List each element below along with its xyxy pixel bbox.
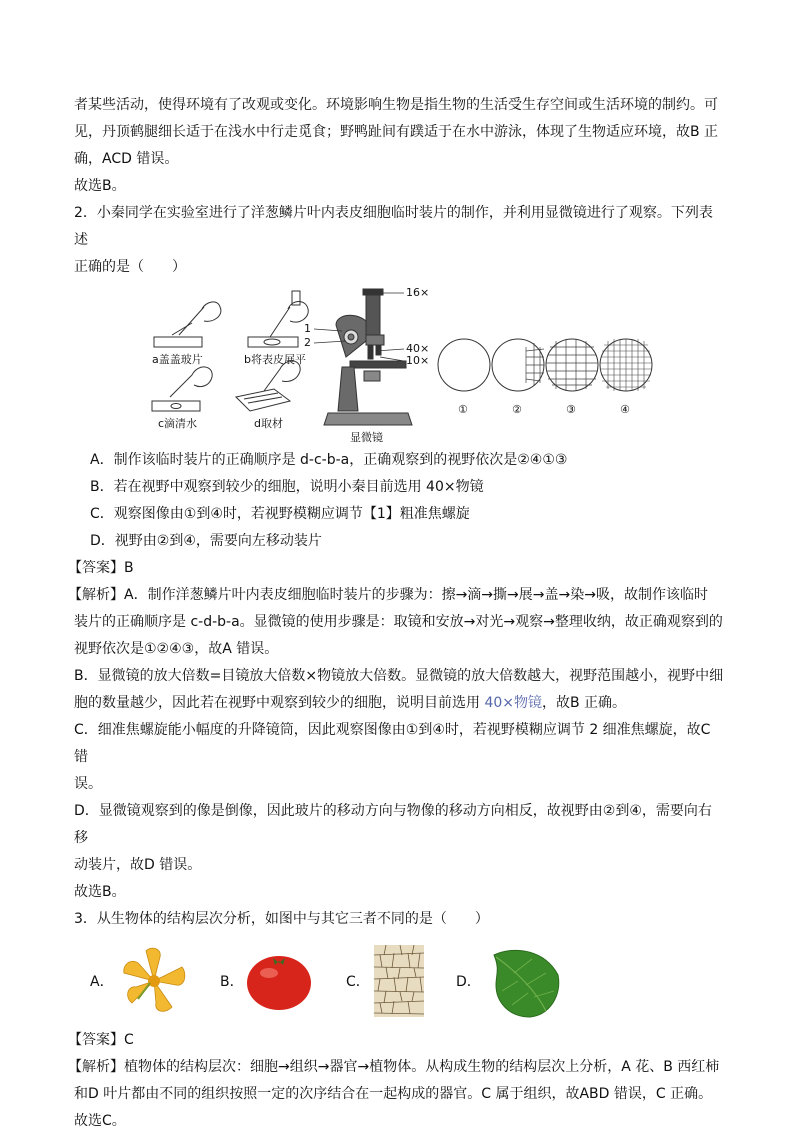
q2-option-b: B．若在视野中观察到较少的细胞，说明小秦目前选用 40×物镜 bbox=[90, 479, 484, 495]
tomato-image bbox=[247, 956, 311, 1010]
step-c-label: c滴清水 bbox=[158, 417, 198, 430]
leaf-image bbox=[494, 950, 559, 1017]
q2-answer-value: B bbox=[124, 560, 134, 576]
part-2-label: 2 bbox=[304, 336, 311, 349]
intro-line-1: 者某些活动，使得环境有了改观或变化。环境影响生物是指生物的生活受生存空间或生活环境的制约。可 bbox=[74, 97, 718, 113]
microscope-caption: 显微镜 bbox=[350, 431, 383, 444]
q3-answer-value: C bbox=[124, 1032, 134, 1048]
q2-analysis-b-2-post: ，故B 正确。 bbox=[542, 695, 627, 711]
intro-line-2: 见，丹顶鹤腿细长适于在浅水中行走觅食；野鸭趾间有蹼适于在水中游泳，体现了生物适应环境，故B 正 bbox=[74, 124, 719, 140]
q3-option-c-label: C． bbox=[346, 974, 370, 990]
q2-analysis-b-1: B．显微镜的放大倍数=目镜放大倍数×物镜放大倍数。显微镜的放大倍数越大，视野范围越小，视野中细 bbox=[74, 668, 724, 684]
q3-stem: 3．从生物体的结构层次分析，如图中与其它三者不同的是（ ） bbox=[74, 911, 489, 927]
q2-option-c: C．观察图像由①到④时，若视野模糊应调节【1】粗准焦螺旋 bbox=[90, 506, 470, 522]
q3-figure-drawing bbox=[74, 941, 724, 1023]
q3-answer-tag: 【答案】 bbox=[68, 1032, 124, 1048]
part-1-label: 1 bbox=[304, 322, 311, 335]
q3-answer-line bbox=[68, 1027, 724, 1054]
q2-analysis-c-2: 误。 bbox=[74, 776, 102, 792]
q3-choice: 故选C。 bbox=[74, 1113, 126, 1129]
microscope-illustration bbox=[324, 289, 412, 425]
step-c-illustration bbox=[152, 367, 212, 411]
q2-analysis-a-2: 装片的正确顺序是 c-d-b-a。显微镜的使用步骤是：取镜和安放→对光→观察→整理收纳，故正确观察到的 bbox=[74, 614, 723, 630]
q2-analysis-a-1 bbox=[68, 582, 724, 609]
q2-analysis-d-1: D．显微镜观察到的像是倒像，因此玻片的移动方向与物像的移动方向相反，故视野由②到④，需要向右移 bbox=[74, 803, 712, 846]
flower-image bbox=[124, 948, 185, 1011]
step-d-illustration bbox=[236, 361, 300, 411]
q2-choice: 故选B。 bbox=[74, 884, 126, 900]
q2-option-a: A．制作该临时装片的正确顺序是 d-c-b-a，正确观察到的视野依次是②④①③ bbox=[90, 452, 568, 468]
intro-line-3: 确，ACD 错误。 bbox=[74, 151, 179, 167]
step-d-label: d取材 bbox=[254, 417, 283, 430]
q3-analysis-2: 和D 叶片都由不同的组织按照一定的次序结合在一起构成的器官。C 属于组织，故ABD 错误，C 正确。 bbox=[74, 1086, 713, 1102]
eyepiece-label: 16× bbox=[406, 286, 430, 299]
q3-analysis-1 bbox=[68, 1054, 724, 1081]
view-4-label: ④ bbox=[620, 403, 630, 416]
q3-option-d-label: D． bbox=[456, 974, 481, 990]
step-b-label: b将表皮展平 bbox=[244, 353, 306, 366]
q3-analysis-1-text: 植物体的结构层次：细胞→组织→器官→植物体。从构成生物的结构层次上分析，A 花、B 西红柿 bbox=[124, 1059, 720, 1075]
page-content bbox=[68, 92, 724, 1135]
view-3-label: ③ bbox=[566, 403, 576, 416]
q2-figure bbox=[74, 285, 724, 445]
step-b-illustration bbox=[248, 291, 308, 347]
q2-analysis-d-2: 动装片，故D 错误。 bbox=[74, 857, 202, 873]
q3-figure bbox=[74, 941, 724, 1023]
q2-analysis-b-2-highlight: 40×物镜 bbox=[484, 695, 542, 711]
q2-analysis-a-1-text: A．制作洋葱鳞片叶内表皮细胞临时装片的步骤为：擦→滴→撕→展→盖→染→吸，故制作该临时 bbox=[124, 587, 708, 603]
q3-option-a-label: A． bbox=[90, 974, 114, 990]
objective-10-label: 10× bbox=[406, 354, 430, 367]
q2-analysis-b-2 bbox=[74, 690, 724, 717]
tissue-image bbox=[374, 945, 424, 1017]
q2-analysis-tag: 【解析】 bbox=[68, 587, 124, 603]
q2-answer-line bbox=[68, 555, 724, 582]
intro-choice: 故选B。 bbox=[74, 178, 126, 194]
step-a-illustration bbox=[154, 302, 221, 347]
view-1-label: ① bbox=[458, 403, 468, 416]
step-a-label: a盖盖玻片 bbox=[152, 353, 203, 366]
q2-analysis-c-1: C．细准焦螺旋能小幅度的升降镜筒，因此观察图像由①到④时，若视野模糊应调节 2 细准焦螺旋，故C 错 bbox=[74, 722, 711, 765]
q2-answer-tag: 【答案】 bbox=[68, 560, 124, 576]
objective-40-label: 40× bbox=[406, 342, 430, 355]
view-2-label: ② bbox=[512, 403, 522, 416]
q2-analysis-b-2-pre: 胞的数量越少，因此若在视野中观察到较少的细胞，说明目前选用 bbox=[74, 695, 485, 711]
q2-stem-1: 2．小秦同学在实验室进行了洋葱鳞片叶内表皮细胞临时装片的制作，并利用显微镜进行了观察。下列表述 bbox=[74, 205, 713, 248]
view-4-cells bbox=[600, 339, 652, 391]
q3-analysis-tag: 【解析】 bbox=[68, 1059, 124, 1075]
q3-option-b-label: B． bbox=[220, 974, 244, 990]
q2-analysis-a-3: 视野依次是①②④③，故A 错误。 bbox=[74, 641, 279, 657]
q2-option-d: D．视野由②到④，需要向左移动装片 bbox=[90, 533, 322, 549]
q2-stem-2: 正确的是（ ） bbox=[74, 259, 186, 275]
